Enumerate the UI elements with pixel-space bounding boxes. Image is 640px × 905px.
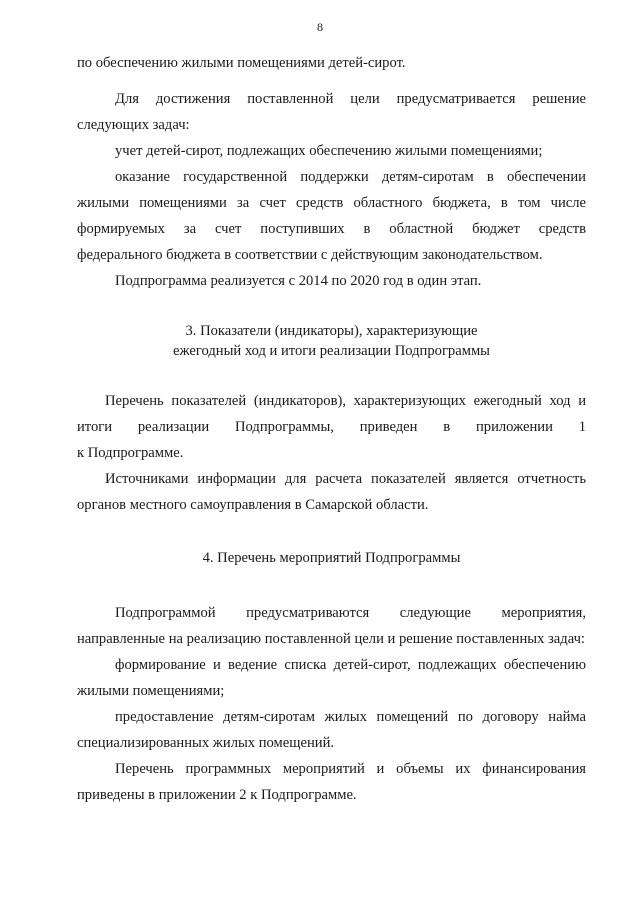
paragraph: учет детей-сирот, подлежащих обеспечению жилыми помещениями; — [115, 143, 543, 159]
paragraph: федерального бюджета в соответствии с действующим законодательством. — [77, 247, 543, 263]
paragraph: к Подпрограмме. — [77, 445, 184, 461]
paragraph: Подпрограммой предусматриваются следующие мероприятия, направленные на реализацию поставленной цели и решение поставленных задач: — [77, 605, 586, 647]
page-number: 8 — [317, 20, 323, 34]
paragraph: предоставление детям-сиротам жилых помещений по договору найма специализированных жилых помещений. — [77, 709, 586, 751]
heading-line: ежегодный ход и итоги реализации Подпрограммы — [173, 343, 490, 359]
paragraph: Для достижения поставленной цели предусматривается решение следующих задач: — [77, 91, 586, 133]
section-heading-3 — [77, 321, 586, 361]
heading-line: 3. Показатели (индикаторы), характеризующие — [185, 323, 478, 339]
paragraph: Источниками информации для расчета показателей является отчетность органов местного самоуправления в Самарской области. — [77, 471, 586, 513]
paragraph: по обеспечению жилыми помещениями детей-сирот. — [77, 55, 406, 71]
document-body — [77, 50, 586, 808]
section-heading-4: 4. Перечень мероприятий Подпрограммы — [202, 550, 461, 566]
paragraph: оказание государственной поддержки детям-сиротам в обеспечении жилыми помещениями за счет средств областного бюджета, в том числе формируемых за счет поступивших в областной бюджет средств — [77, 169, 586, 237]
paragraph: формирование и ведение списка детей-сирот, подлежащих обеспечению жилыми помещениями; — [77, 657, 586, 699]
paragraph: Перечень показателей (индикаторов), характеризующих ежегодный ход и итоги реализации Подпрограммы, приведен в приложении 1 — [77, 393, 586, 435]
paragraph: Подпрограмма реализуется с 2014 по 2020 год в один этап. — [115, 273, 482, 289]
paragraph: Перечень программных мероприятий и объемы их финансирования приведены в приложении 2 к Подпрограмме. — [77, 761, 586, 803]
